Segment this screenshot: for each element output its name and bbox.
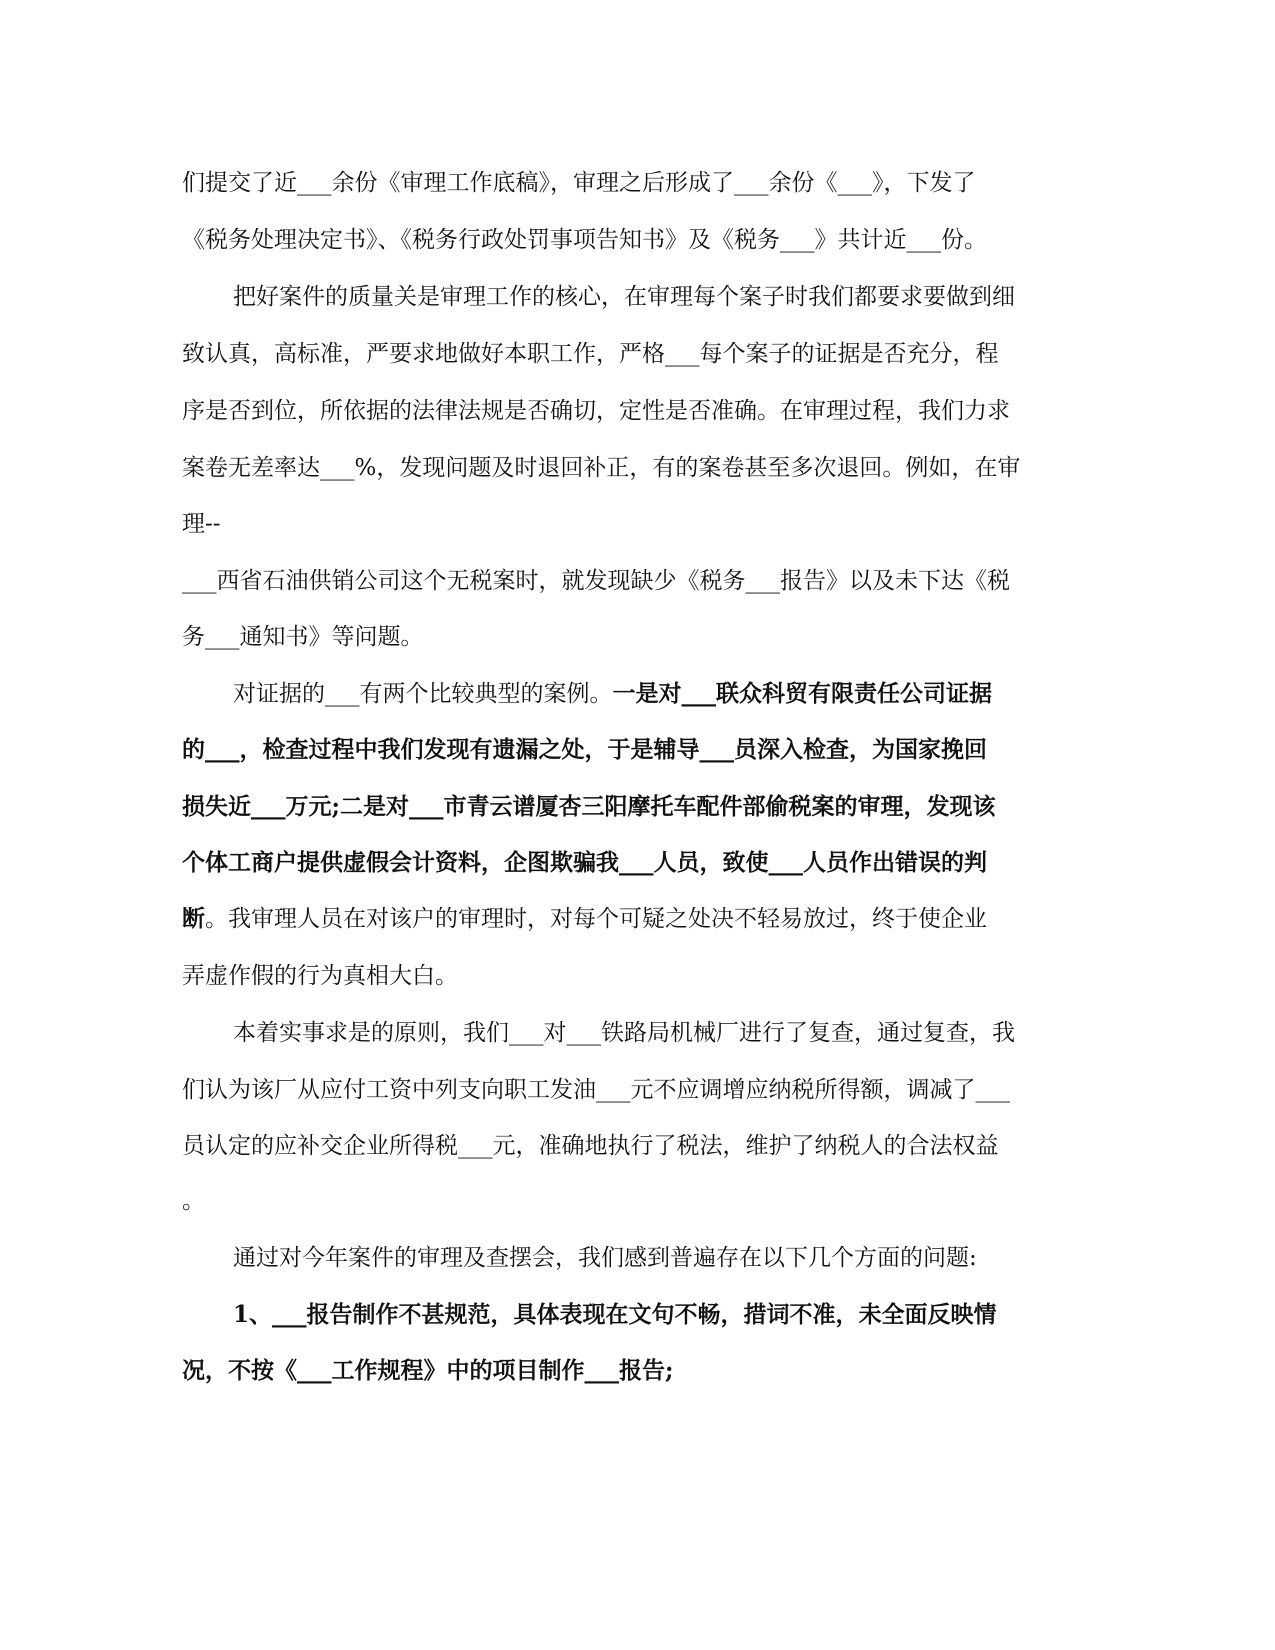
paragraph-start-line: 通过对今年案件的审理及查摆会，我们感到普遍存在以下几个方面的问题: bbox=[233, 1245, 977, 1271]
text-line: 们提交了近___余份《审理工作底稿》，审理之后形成了___余份《___》，下发了 bbox=[182, 170, 976, 196]
paragraph-start-line bbox=[233, 679, 1133, 709]
paragraph-start-line: 本着实事求是的原则，我们___对___铁路局机械厂进行了复查，通过复查，我 bbox=[233, 1020, 1015, 1046]
text-line: ___西省石油供销公司这个无税案时，就发现缺少《税务___报告》以及未下达《税 bbox=[182, 568, 1010, 594]
bold-text-line: 况，不按《___工作规程》中的项目制作___报告; bbox=[182, 1357, 674, 1384]
paragraph-start-line: 把好案件的质量关是审理工作的核心，在审理每个案子时我们都要求要做到细 bbox=[233, 284, 1015, 310]
text-line bbox=[182, 904, 1082, 934]
text-line: 弄虚作假的行为真相大白。 bbox=[182, 963, 458, 989]
bold-text-segment: 断 bbox=[182, 905, 205, 932]
text-segment: 。我审理人员在对该户的审理时，对每个可疑之处决不轻易放过，终于使企业 bbox=[205, 906, 987, 932]
text-line: 务___通知书》等问题。 bbox=[182, 624, 424, 650]
text-segment: 对证据的___有两个比较典型的案例。 bbox=[233, 681, 613, 707]
bold-text-segment: 一是对___联众科贸有限责任公司证据 bbox=[612, 680, 992, 707]
bold-paragraph-start-line: 1、___报告制作不甚规范，具体表现在文句不畅，措词不准，未全面反映情 bbox=[233, 1301, 997, 1328]
text-line: 员认定的应补交企业所得税___元，准确地执行了税法，维护了纳税人的合法权益 bbox=[182, 1133, 999, 1159]
bold-text-line: 的___，检查过程中我们发现有遗漏之处，于是辅导___员深入检查，为国家挽回 bbox=[182, 736, 987, 763]
text-line: 序是否到位，所依据的法律法规是否确切，定性是否准确。在审理过程，我们力求 bbox=[182, 398, 1010, 424]
text-line: 案卷无差率达___%，发现问题及时退回补正，有的案卷甚至多次退回。例如，在审 bbox=[182, 455, 1021, 481]
text-line: 致认真，高标准，严要求地做好本职工作，严格___每个案子的证据是否充分，程 bbox=[182, 341, 999, 367]
bold-text-line: 个体工商户提供虚假会计资料，企图欺骗我___人员，致使___人员作出错误的判 bbox=[182, 849, 987, 876]
text-line: 们认为该厂从应付工资中列支向职工发油___元不应调增应纳税所得额，调减了___ bbox=[182, 1077, 1010, 1103]
text-line: 理-- bbox=[182, 511, 221, 537]
text-line: 《税务处理决定书》、《税务行政处罚事项告知书》及《税务___》共计近___份。 bbox=[182, 227, 987, 253]
bold-text-line: 损失近___万元;二是对___市青云谱厦杏三阳摩托车配件部偷税案的审理，发现该 bbox=[182, 793, 996, 820]
text-line: 。 bbox=[182, 1188, 205, 1214]
